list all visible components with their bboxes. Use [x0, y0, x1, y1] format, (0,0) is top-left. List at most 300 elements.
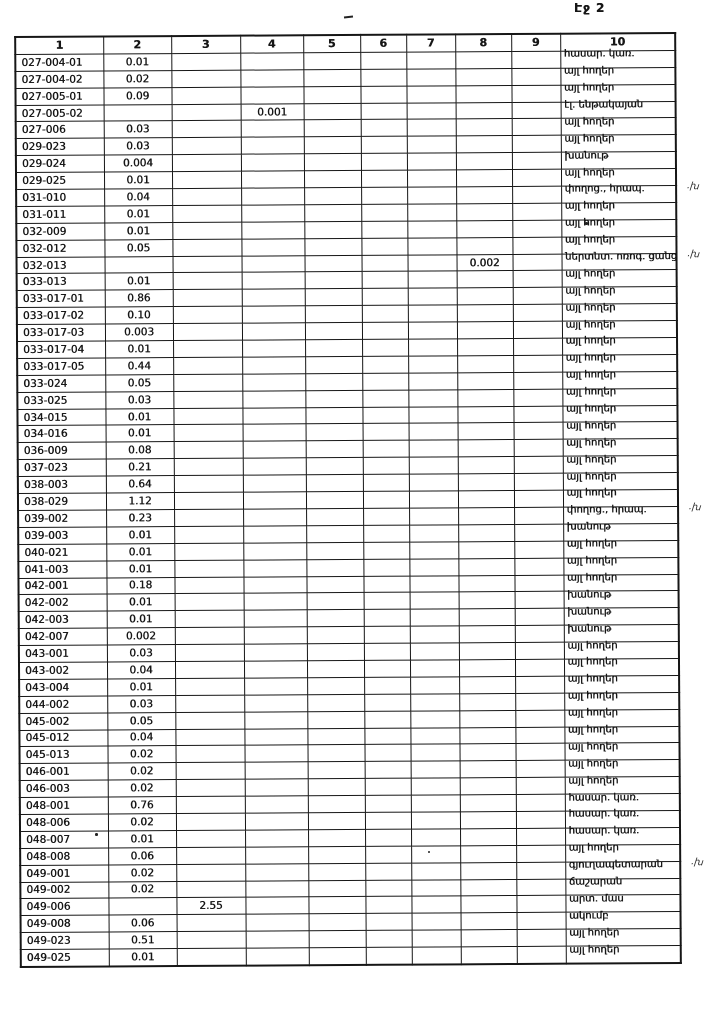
column-header-9: 9: [511, 34, 560, 52]
area-value: 0.06: [130, 849, 154, 863]
land-use-label: այլ հողեր: [566, 470, 617, 483]
land-use-cell: [566, 943, 681, 964]
area-value-cell: [245, 796, 308, 813]
area-value-cell: [305, 373, 362, 390]
area-value: 0.01: [127, 343, 151, 356]
area-value-cell: [408, 339, 457, 356]
area-value-cell: [366, 947, 412, 965]
area-value-cell: [106, 560, 174, 577]
land-use-label: այլ հողեր: [567, 656, 618, 669]
area-value-cell: [409, 423, 458, 440]
land-use-label: այլ հողեր: [567, 707, 618, 719]
area-value-cell: [514, 507, 563, 524]
land-use-label: այլ հողեր: [565, 369, 616, 381]
area-value: 0.02: [130, 883, 155, 896]
area-value-cell: [242, 374, 305, 391]
parcel-code-cell: [18, 510, 106, 527]
area-value-cell: [105, 256, 173, 273]
area-value-cell: [406, 69, 455, 86]
parcel-code: 046-003: [25, 782, 70, 796]
area-value-cell: [408, 322, 457, 339]
area-value-cell: [409, 474, 458, 491]
area-value: 0.01: [126, 224, 151, 238]
area-value-cell: [412, 947, 461, 965]
area-value: 0.02: [125, 72, 150, 86]
land-use-label: էլ. ենթակայան: [564, 99, 644, 111]
area-value-cell: [304, 171, 361, 188]
area-value-cell: [363, 457, 409, 474]
area-value: 0.003: [123, 326, 155, 339]
area-value-cell: [306, 525, 363, 542]
area-value-cell: [410, 626, 459, 643]
area-value-cell: [242, 272, 305, 289]
area-value-cell: [241, 120, 304, 137]
area-value: 0.01: [128, 528, 152, 542]
area-value-cell: [364, 609, 410, 626]
land-use-label: այլ հողեր: [567, 673, 618, 685]
handwritten-margin-note: .խ: [686, 180, 700, 193]
area-value-cell: [364, 660, 410, 677]
area-value-cell: [461, 913, 517, 930]
parcel-code-cell: [20, 898, 108, 915]
land-use-label: այլ հողեր: [564, 166, 615, 179]
area-value-cell: [243, 441, 306, 458]
parcel-code-cell: [17, 307, 105, 324]
area-value-cell: [362, 339, 408, 356]
area-value-cell: [307, 627, 364, 644]
area-value-cell: [174, 577, 243, 594]
area-value-cell: [511, 51, 560, 68]
column-header-5: 5: [303, 35, 360, 53]
area-value-cell: [174, 560, 243, 577]
area-value-cell: [458, 457, 514, 474]
area-value-cell: [176, 864, 245, 881]
area-value-cell: [244, 728, 307, 745]
area-value-cell: [306, 491, 363, 508]
area-value-cell: [410, 694, 459, 711]
area-value-cell: [108, 780, 176, 797]
area-value-cell: [109, 932, 177, 949]
land-use-label: փողոց., հրապ.: [566, 504, 647, 517]
area-value: 0.44: [127, 360, 151, 373]
parcel-code: 037-023: [23, 461, 68, 475]
parcel-code-cell: [19, 679, 107, 696]
column-header-10: 10: [560, 33, 675, 51]
area-value-cell: [458, 440, 514, 457]
area-value: 0.001: [257, 105, 288, 119]
parcel-code: 031-011: [22, 208, 67, 221]
area-value: 0.10: [127, 309, 151, 322]
area-value-cell: [408, 373, 457, 390]
area-value-cell: [244, 661, 307, 678]
area-value-cell: [107, 645, 175, 662]
area-value-cell: [409, 525, 458, 542]
area-value-cell: [514, 440, 563, 457]
area-value-cell: [408, 288, 457, 305]
area-value-cell: [361, 136, 407, 153]
area-value-cell: [361, 204, 407, 221]
area-value-cell: [108, 864, 176, 881]
area-value-cell: [108, 746, 176, 763]
area-value-cell: [105, 341, 173, 358]
area-value-cell: [307, 694, 364, 711]
area-value-cell: [308, 863, 365, 880]
area-value-cell: [516, 760, 565, 777]
area-value-cell: [171, 87, 240, 104]
area-value-cell: [246, 931, 309, 948]
area-value-cell: [244, 644, 307, 661]
column-header-7: 7: [406, 34, 455, 52]
area-value-cell: [457, 372, 513, 389]
land-use-label: արտ. մաս: [568, 893, 624, 905]
area-value-cell: [514, 456, 563, 473]
area-value-cell: [512, 237, 561, 254]
area-value-cell: [175, 729, 244, 746]
area-value-cell: [177, 931, 246, 948]
area-value-cell: [305, 289, 362, 306]
area-value-cell: [457, 322, 513, 339]
area-value-cell: [514, 558, 563, 575]
area-value-cell: [516, 879, 565, 896]
area-value-cell: [174, 442, 243, 459]
area-value-cell: [512, 136, 561, 153]
land-use-label: այլ հողեր: [565, 386, 616, 398]
parcel-code-cell: [18, 577, 106, 594]
area-value-cell: [173, 408, 242, 425]
parcel-code: 042-001: [24, 580, 69, 593]
parcel-code-cell: [18, 544, 106, 561]
area-value: 0.02: [130, 782, 154, 795]
area-value-cell: [407, 102, 456, 119]
land-use-label: ներտնտ. ոռոգ. ցանց: [564, 251, 678, 263]
scan-speck: [344, 16, 353, 19]
parcel-code: 049-008: [26, 917, 71, 931]
area-value-cell: [362, 288, 408, 305]
area-value-cell: [362, 407, 408, 424]
area-value-cell: [104, 189, 172, 206]
column-header-8: 8: [455, 34, 511, 52]
area-value-cell: [105, 374, 173, 391]
parcel-code: 033-017-04: [23, 343, 85, 356]
area-value-cell: [307, 593, 364, 610]
area-value-cell: [305, 323, 362, 340]
area-value-cell: [304, 204, 361, 221]
land-use-label: խանութ: [566, 521, 611, 533]
area-value-cell: [107, 678, 175, 695]
area-value-cell: [172, 239, 241, 256]
area-value-cell: [242, 306, 305, 323]
parcel-code-cell: [16, 121, 104, 138]
area-value-cell: [455, 51, 511, 68]
area-value-cell: [175, 661, 244, 678]
column-header-2: 2: [103, 36, 171, 54]
area-value-cell: [360, 69, 406, 86]
parcel-code-cell: [19, 713, 107, 730]
area-value-cell: [103, 53, 171, 70]
area-value-cell: [513, 338, 562, 355]
parcel-code-cell: [19, 662, 107, 679]
area-value-cell: [244, 694, 307, 711]
area-value-cell: [511, 85, 560, 102]
parcel-code: 039-003: [24, 529, 69, 542]
area-value-cell: [104, 155, 172, 172]
area-value-cell: [516, 862, 565, 879]
area-value-cell: [175, 594, 244, 611]
parcel-code: 045-002: [25, 715, 70, 728]
area-value-cell: [455, 85, 511, 102]
area-value: 0.002: [469, 256, 500, 269]
land-use-label: այլ հողեր: [567, 639, 618, 652]
land-use-label: այլ հողեր: [566, 437, 617, 449]
parcel-code-cell: [15, 71, 103, 88]
area-value-cell: [303, 86, 360, 103]
area-value-cell: [362, 272, 408, 289]
area-value-cell: [107, 611, 175, 628]
area-value-cell: [108, 847, 176, 864]
area-value-cell: [410, 592, 459, 609]
parcel-code: 049-023: [26, 934, 71, 948]
area-value-cell: [512, 169, 561, 186]
area-value-cell: [361, 120, 407, 137]
area-value-cell: [245, 897, 308, 914]
area-value-cell: [104, 172, 172, 189]
area-value-cell: [515, 676, 564, 693]
area-value-cell: [107, 712, 175, 729]
area-value: 0.01: [128, 613, 153, 626]
area-value-cell: [105, 391, 173, 408]
area-value-cell: [459, 609, 515, 626]
area-value-cell: [459, 676, 515, 693]
area-value-cell: [364, 677, 410, 694]
area-value-cell: [460, 778, 516, 795]
land-use-label: հասար. կառ.: [568, 791, 639, 804]
area-value-cell: [409, 575, 458, 592]
area-value-cell: [173, 391, 242, 408]
parcel-code: 032-009: [22, 225, 67, 238]
area-value: 0.01: [125, 56, 150, 69]
parcel-code: 033-024: [23, 377, 68, 390]
area-value-cell: [173, 256, 242, 273]
area-value-cell: [515, 659, 564, 676]
area-value-cell: [410, 710, 459, 727]
area-value: 0.04: [126, 191, 150, 204]
area-value-cell: [108, 830, 176, 847]
area-value-cell: [307, 610, 364, 627]
land-use-label: գյուղապետարան: [568, 859, 663, 871]
area-value-cell: [306, 458, 363, 475]
page-number-label: Էջ 2: [574, 1, 606, 15]
area-value-cell: [366, 930, 412, 947]
area-value-cell: [308, 779, 365, 796]
parcel-code-cell: [16, 172, 104, 189]
area-value-cell: [104, 205, 172, 222]
area-value: 0.02: [130, 816, 154, 829]
area-value-cell: [304, 238, 361, 255]
area-value-cell: [244, 711, 307, 728]
area-value-cell: [516, 777, 565, 794]
area-value-cell: [364, 728, 410, 745]
area-value-cell: [240, 86, 303, 103]
area-value-cell: [177, 948, 246, 966]
parcel-code: 041-003: [24, 563, 69, 576]
area-value-cell: [306, 424, 363, 441]
area-value-cell: [106, 577, 174, 594]
area-value-cell: [365, 846, 411, 863]
area-value-cell: [308, 846, 365, 863]
area-value-cell: [243, 526, 306, 543]
parcel-code: 034-016: [23, 428, 68, 441]
land-use-label: հասար. կառ.: [568, 825, 640, 837]
parcel-code-cell: [19, 645, 107, 662]
area-value: 0.03: [129, 697, 153, 711]
area-value-cell: [408, 406, 457, 423]
parcel-code: 043-001: [24, 647, 69, 660]
land-use-label: այլ հողեր: [564, 133, 615, 145]
parcel-code-cell: [19, 594, 107, 611]
area-value-cell: [410, 744, 459, 761]
parcel-code: 042-007: [24, 630, 69, 644]
parcel-code: 043-004: [25, 681, 70, 694]
area-value-cell: [515, 625, 564, 642]
area-value-cell: [176, 881, 245, 898]
area-value-cell: [457, 271, 513, 288]
land-use-label: այլ հողեր: [565, 268, 616, 280]
area-value-cell: [515, 727, 564, 744]
land-use-label: այլ հողեր: [566, 555, 617, 567]
parcel-code: 031-010: [22, 191, 67, 204]
land-use-label: այլ հողեր: [566, 420, 617, 432]
area-value-cell: [106, 425, 174, 442]
area-value: 1.12: [128, 495, 152, 508]
area-value-cell: [512, 152, 561, 169]
area-value-cell: [173, 323, 242, 340]
area-value-cell: [514, 575, 563, 592]
parcel-code: 027-006: [21, 124, 66, 137]
area-value-cell: [362, 390, 408, 407]
area-value-cell: [512, 119, 561, 136]
area-value-cell: [514, 490, 563, 507]
land-use-label: այլ հողեր: [569, 943, 620, 956]
area-value-cell: [308, 795, 365, 812]
parcel-code-cell: [17, 375, 105, 392]
parcel-code: 027-004-01: [21, 56, 83, 69]
area-value-cell: [360, 86, 406, 103]
area-value: 2.55: [199, 900, 223, 913]
area-value-cell: [173, 374, 242, 391]
area-value-cell: [307, 745, 364, 762]
area-value-cell: [246, 914, 309, 931]
parcel-code: 036-009: [23, 445, 68, 458]
area-value-cell: [411, 846, 460, 863]
area-value-cell: [512, 203, 561, 220]
area-value: 0.05: [129, 714, 154, 727]
area-value-cell: [366, 913, 412, 930]
land-use-label: խանութ: [564, 150, 609, 162]
land-use-label: այլ հողեր: [565, 285, 616, 297]
area-value-cell: [516, 811, 565, 828]
area-value-cell: [457, 288, 513, 305]
area-value-cell: [460, 761, 516, 778]
area-value-cell: [106, 543, 174, 560]
area-value-cell: [303, 69, 360, 86]
area-value-cell: [460, 795, 516, 812]
area-value-cell: [460, 828, 516, 845]
area-value-cell: [363, 424, 409, 441]
area-value-cell: [456, 170, 512, 187]
land-use-label: այլ հողեր: [568, 758, 619, 770]
area-value: 0.01: [128, 545, 153, 558]
area-value-cell: [307, 643, 364, 660]
area-value-cell: [243, 475, 306, 492]
parcel-code-cell: [17, 290, 105, 307]
land-use-label: այլ հողեր: [566, 454, 617, 466]
area-value-cell: [410, 677, 459, 694]
area-value-cell: [245, 779, 308, 796]
area-value-cell: [106, 493, 174, 510]
area-value-cell: [456, 119, 512, 136]
area-value-cell: [306, 559, 363, 576]
parcel-code-cell: [21, 949, 109, 967]
parcel-code: 027-004-02: [21, 73, 83, 86]
area-value-cell: [306, 508, 363, 525]
area-value-cell: [172, 222, 241, 239]
area-value: 0.21: [128, 461, 152, 474]
area-value-cell: [412, 913, 461, 930]
area-value-cell: [515, 744, 564, 761]
area-value-cell: [172, 171, 241, 188]
area-value-cell: [242, 357, 305, 374]
parcel-code: 049-006: [26, 901, 71, 914]
area-value-cell: [246, 948, 309, 966]
area-value-cell: [305, 255, 362, 272]
area-value-cell: [460, 845, 516, 862]
parcel-code-cell: [18, 425, 106, 442]
area-value-cell: [172, 121, 241, 138]
area-value: 0.08: [127, 444, 152, 457]
area-value-cell: [306, 475, 363, 492]
area-value-cell: [243, 458, 306, 475]
area-value-cell: [176, 796, 245, 813]
area-value-cell: [460, 811, 516, 828]
area-value: 0.03: [129, 647, 153, 660]
area-value-cell: [245, 813, 308, 830]
parcel-code: 038-003: [23, 478, 68, 492]
parcel-code: 038-029: [23, 495, 68, 508]
parcel-code-cell: [16, 138, 104, 155]
column-header-4: 4: [240, 35, 303, 53]
area-value-cell: [304, 154, 361, 171]
area-value-cell: [105, 290, 173, 307]
area-value-cell: [365, 829, 411, 846]
parcel-code: 049-001: [26, 867, 71, 880]
parcel-code: 039-002: [24, 512, 69, 525]
handwritten-margin-note: .խ: [688, 501, 702, 514]
area-value-cell: [458, 558, 514, 575]
area-value-cell: [242, 289, 305, 306]
parcel-code-cell: [18, 459, 106, 476]
area-value-cell: [305, 356, 362, 373]
area-value-cell: [456, 220, 512, 237]
area-value: 0.04: [129, 664, 153, 677]
land-use-label: խանութ: [567, 606, 612, 618]
area-value-cell: [304, 221, 361, 238]
land-use-label: ակումբ: [569, 910, 609, 922]
area-value-cell: [407, 170, 456, 187]
area-value-cell: [515, 710, 564, 727]
parcel-code-cell: [20, 780, 108, 797]
parcel-code: 029-023: [21, 140, 66, 154]
area-value-cell: [106, 442, 174, 459]
